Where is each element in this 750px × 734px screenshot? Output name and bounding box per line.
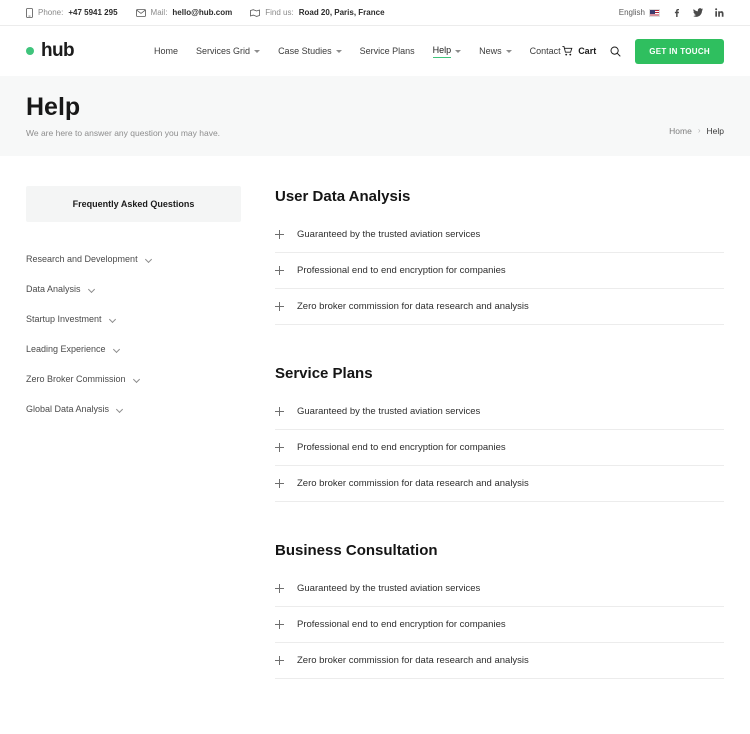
- nav-item-news[interactable]: [479, 46, 512, 56]
- page-subtitle: We are here to answer any question you may have.: [26, 127, 221, 138]
- chevron-down-icon: [506, 50, 512, 53]
- sidebar-item-label: Zero Broker Commission: [26, 374, 126, 384]
- faq-section-user-data-analysis: [275, 188, 724, 325]
- main-navigation: [0, 26, 750, 76]
- plus-icon: [275, 407, 284, 416]
- facebook-icon[interactable]: [672, 8, 681, 17]
- nav-item-services-grid[interactable]: [196, 46, 260, 56]
- accordion-item[interactable]: [275, 430, 724, 466]
- topbar-phone[interactable]: [26, 8, 118, 18]
- section-title: User Data Analysis: [275, 188, 411, 205]
- section-title: Service Plans: [275, 365, 373, 382]
- sidebar-item-label: Startup Investment: [26, 314, 102, 324]
- plus-icon: [275, 479, 284, 488]
- page-hero: [0, 76, 750, 156]
- brand-dot-icon: [26, 47, 34, 55]
- faq-section-business-consultation: [275, 542, 724, 679]
- accordion-item[interactable]: [275, 289, 724, 325]
- plus-icon: [275, 230, 284, 239]
- get-in-touch-button[interactable]: GET IN TOUCH: [635, 39, 724, 64]
- plus-icon: [275, 584, 284, 593]
- faq-main: [275, 186, 724, 679]
- chevron-down-icon: [89, 286, 96, 293]
- accordion-label: Professional end to end encryption for companies: [297, 265, 506, 276]
- breadcrumb: [669, 126, 724, 138]
- page-content: [0, 156, 750, 679]
- accordion-item[interactable]: [275, 253, 724, 289]
- hero-text-group: [26, 92, 221, 138]
- nav-label: Case Studies: [278, 46, 332, 56]
- plus-icon: [275, 656, 284, 665]
- sidebar-item-label: Leading Experience: [26, 344, 106, 354]
- linkedin-icon[interactable]: [715, 8, 724, 17]
- chevron-down-icon: [455, 50, 461, 53]
- nav-label: Help: [433, 45, 452, 58]
- language-label: English: [618, 8, 645, 17]
- chevron-down-icon: [146, 256, 153, 263]
- chevron-down-icon: [254, 50, 260, 53]
- mail-value: hello@hub.com: [172, 8, 233, 17]
- sidebar-item-label: Global Data Analysis: [26, 404, 110, 414]
- accordion-label: Professional end to end encryption for companies: [297, 619, 506, 630]
- breadcrumb-separator: ›: [697, 126, 701, 135]
- phone-icon: [26, 8, 33, 18]
- topbar-address[interactable]: [250, 8, 384, 17]
- mail-label: Mail:: [150, 8, 168, 17]
- topbar-mail[interactable]: [136, 8, 233, 17]
- sidebar-item-global-data-analysis[interactable]: [26, 394, 241, 424]
- accordion-item[interactable]: [275, 217, 724, 253]
- faq-section-service-plans: [275, 365, 724, 502]
- sidebar-item-leading-experience[interactable]: [26, 334, 241, 364]
- sidebar-item-data-analysis[interactable]: [26, 274, 241, 304]
- chevron-down-icon: [117, 406, 124, 413]
- sidebar-item-label: Data Analysis: [26, 284, 81, 294]
- nav-label: Service Plans: [359, 46, 415, 56]
- map-icon: [250, 9, 260, 17]
- cart-button[interactable]: [562, 46, 596, 56]
- nav-actions: [562, 39, 724, 64]
- accordion-label: Zero broker commission for data research and analysis: [297, 478, 529, 489]
- chevron-down-icon: [114, 346, 121, 353]
- accordion-item[interactable]: [275, 643, 724, 679]
- sidebar: [26, 186, 241, 679]
- cart-icon: [562, 46, 573, 56]
- nav-menu: [154, 45, 561, 58]
- nav-label: News: [479, 46, 502, 56]
- chevron-down-icon: [134, 376, 141, 383]
- accordion-label: Zero broker commission for data research and analysis: [297, 655, 529, 666]
- faq-heading: Frequently Asked Questions: [26, 186, 241, 222]
- sidebar-category-list: [26, 244, 241, 424]
- chevron-down-icon: [336, 50, 342, 53]
- address-label: Find us:: [265, 8, 294, 17]
- nav-item-home[interactable]: [154, 46, 178, 56]
- cart-label: Cart: [578, 46, 597, 56]
- accordion-item[interactable]: [275, 466, 724, 502]
- chevron-down-icon: [110, 316, 117, 323]
- accordion-item[interactable]: [275, 607, 724, 643]
- nav-item-contact[interactable]: [530, 46, 561, 56]
- plus-icon: [275, 443, 284, 452]
- nav-label: Services Grid: [196, 46, 251, 56]
- search-icon[interactable]: [610, 46, 621, 57]
- nav-item-help[interactable]: [433, 45, 462, 58]
- plus-icon: [275, 266, 284, 275]
- accordion-item[interactable]: [275, 571, 724, 607]
- sidebar-item-zero-broker-commission[interactable]: [26, 364, 241, 394]
- breadcrumb-home[interactable]: Home: [669, 125, 692, 136]
- accordion-item[interactable]: [275, 394, 724, 430]
- accordion-label: Professional end to end encryption for companies: [297, 442, 506, 453]
- nav-label: Home: [154, 46, 179, 56]
- accordion-label: Guaranteed by the trusted aviation services: [297, 406, 481, 417]
- page-title: Help: [26, 92, 81, 121]
- topbar-right-group: [619, 8, 724, 17]
- twitter-icon[interactable]: [693, 8, 703, 17]
- mail-icon: [136, 9, 146, 17]
- brand-logo[interactable]: [26, 40, 74, 62]
- plus-icon: [275, 302, 284, 311]
- language-selector[interactable]: [619, 8, 660, 17]
- accordion-label: Zero broker commission for data research and analysis: [297, 301, 529, 312]
- nav-item-service-plans[interactable]: [360, 46, 415, 56]
- phone-label: Phone:: [38, 8, 64, 17]
- sidebar-item-startup-investment[interactable]: [26, 304, 241, 334]
- phone-value: +47 5941 295: [68, 8, 118, 17]
- sidebar-item-label: Research and Development: [26, 254, 138, 264]
- accordion-label: Guaranteed by the trusted aviation services: [297, 229, 481, 240]
- flag-us-icon: [649, 9, 660, 17]
- sidebar-item-research-and-development[interactable]: [26, 244, 241, 274]
- breadcrumb-current: Help: [706, 125, 724, 136]
- topbar-contact-group: [26, 8, 385, 18]
- address-value: Road 20, Paris, France: [298, 8, 385, 17]
- brand-name: hub: [41, 40, 75, 61]
- section-title: Business Consultation: [275, 542, 438, 559]
- accordion-label: Guaranteed by the trusted aviation services: [297, 583, 481, 594]
- nav-item-case-studies[interactable]: [278, 46, 342, 56]
- nav-label: Contact: [529, 46, 561, 56]
- plus-icon: [275, 620, 284, 629]
- top-utility-bar: [0, 0, 750, 26]
